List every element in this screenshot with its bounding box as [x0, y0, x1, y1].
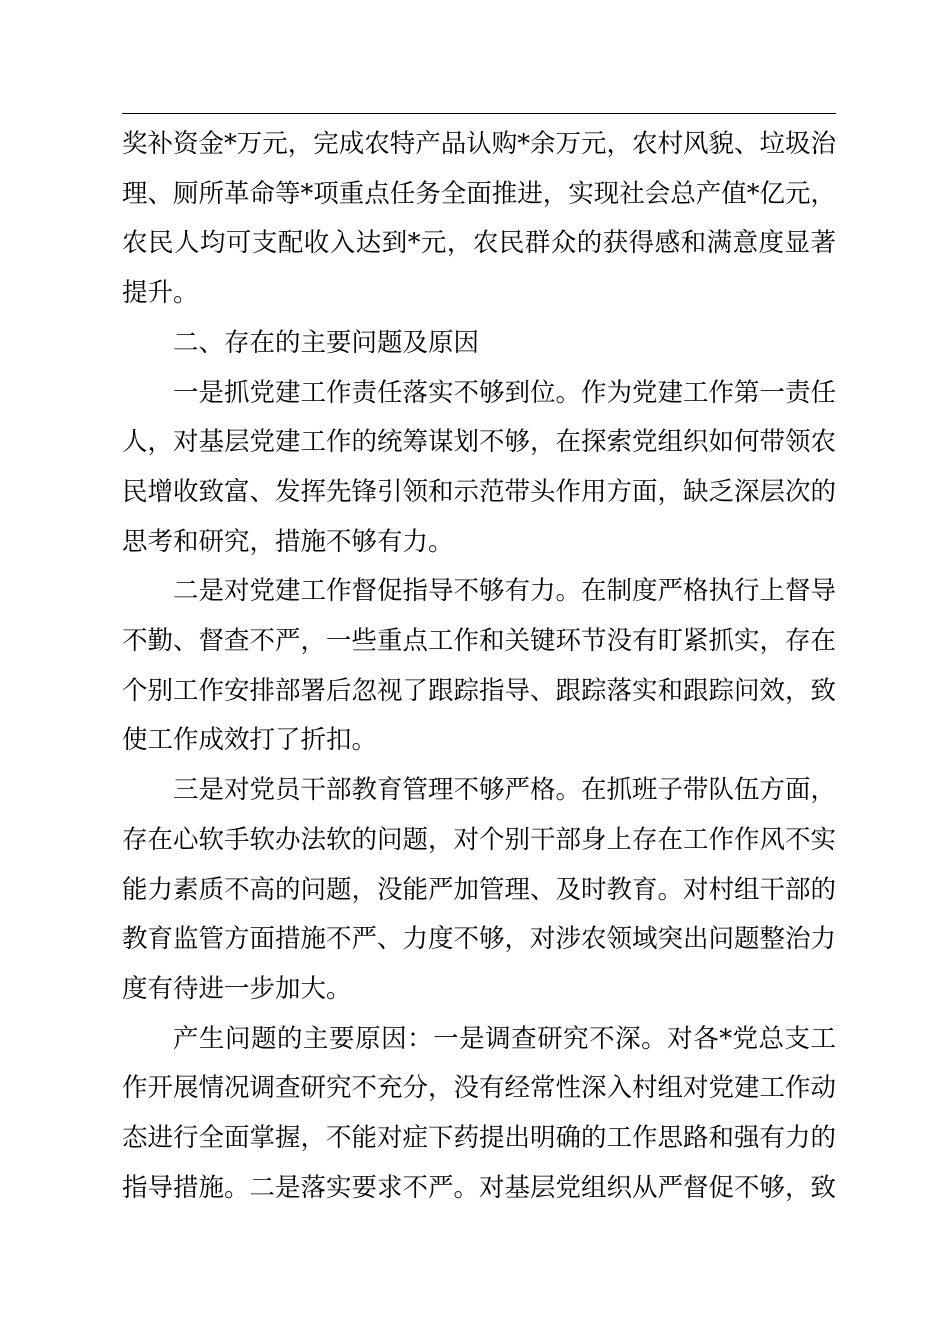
paragraph-continuation: 奖补资金*万元，完成农特产品认购*余万元，农村风貌、垃圾治理、厕所革命等*项重点任务全面推进，实现社会总产值*亿元，农民人均可支配收入达到*元，农民群众的获得感和满意度显著提升。	[122, 129, 837, 309]
header-rule	[122, 113, 836, 114]
paragraph-problem-two: 二是对党建工作督促指导不够有力。在制度严格执行上督导不勤、督查不严，一些重点工作和关键环节没有盯紧抓实，存在个别工作安排部署后忽视了跟踪指导、跟踪落实和跟踪问效，致使工作成效打了折扣。	[122, 576, 837, 756]
paragraph-problem-one: 一是抓党建工作责任落实不够到位。作为党建工作第一责任人，对基层党建工作的统筹谋划不够，在探索党组织如何带领农民增收致富、发挥先锋引领和示范带头作用方面，缺乏深层次的思考和研究，措施不够有力。	[122, 377, 837, 557]
section-heading: 二、存在的主要问题及原因	[173, 327, 480, 358]
paragraph-causes: 产生问题的主要原因：一是调查研究不深。对各*党总支工作开展情况调查研究不充分，没有经常性深入村组对党建工作动态进行全面掌握，不能对症下药提出明确的工作思路和强有力的指导措施。二是落实要求不严。对基层党组织从严督促不够，致	[122, 1023, 837, 1203]
document-body	[122, 120, 836, 1213]
paragraph-problem-three: 三是对党员干部教育管理不够严格。在抓班子带队伍方面，存在心软手软办法软的问题，对个别干部身上存在工作作风不实能力素质不高的问题，没能严加管理、及时教育。对村组干部的教育监管方面措施不严、力度不够，对涉农领域突出问题整治力度有待进一步加大。	[122, 775, 837, 1004]
